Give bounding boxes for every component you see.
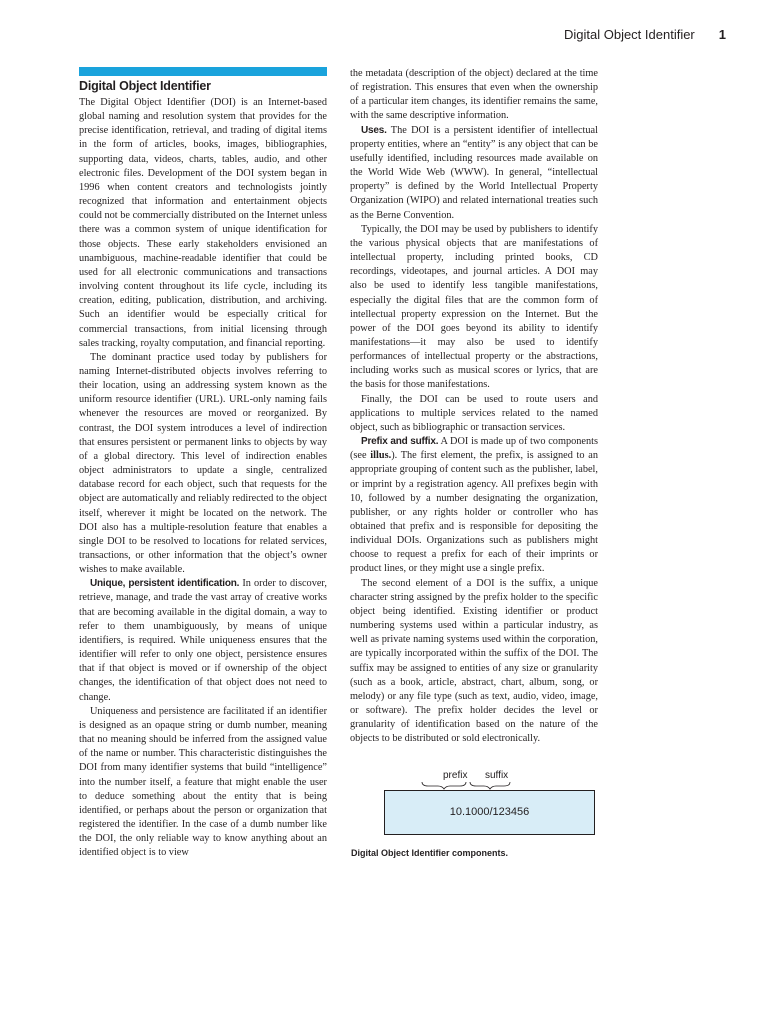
paragraph-metadata: the metadata (description of the object) declared at the time of registration. This ensures that even when the ownership of a particular item changes, its identifier remains the same, with the same descriptive information.	[350, 68, 598, 122]
subhead-uses: Uses.	[361, 124, 387, 136]
subhead-unique-persistent: Unique, persistent identification.	[90, 578, 240, 590]
page-number: 1	[718, 27, 726, 42]
right-column	[350, 67, 598, 867]
figure-caption: Digital Object Identifier components.	[351, 847, 509, 858]
article-title: Digital Object Identifier	[79, 79, 211, 93]
title-accent-bar	[79, 67, 327, 76]
paragraph-suffix: The second element of a DOI is the suffix, a unique character string assigned by the prefix holder to the specific object being identified. Existing identifier or product numbering systems used within a particular industry, as well as private naming systems used within the corporation, are typically incorporated within the suffix of the DOI. The suffix may be assigned to entities of any size or granularity (such as a book, article, abstract, chart, album, song, or melody) or any file type (such as text, audio, video, image, or software). The prefix holder decides the level or granularity of identification based on the nature of the objects to be distributed or sold electronically.	[350, 577, 598, 745]
paragraph-uses	[350, 124, 598, 223]
prefix-label: prefix	[443, 769, 468, 781]
paragraph-unique-persistent-text: In order to discover, retrieve, manage, and trade the vast array of creative works that are becoming available in the digital domain, a way to refer to them unambiguously, by means of unique identifiers, is required. While uniqueness ensures that the identifier will refer to only one object, persistence ensures that if that object is moved or if ownership of the object changes, the identification of that object does not need to change.	[79, 578, 328, 703]
suffix-brace	[470, 782, 510, 789]
running-head	[564, 27, 726, 42]
doi-components-figure	[350, 763, 598, 867]
left-column	[79, 67, 327, 860]
running-head-title: Digital Object Identifier	[563, 27, 695, 42]
paragraph-prefix-suffix-text-cont: ). The first element, the prefix, is assigned to an appropriate grouping of content such as the publisher, label, or imprint by a registration agency. All prefixes begin with 10, followed by a number designating the organization, publisher, or any rights holder or controller who has obtained that prefix and is responsible for depositing the individual DOIs. Organizations such as publishers might choose to request a prefix for each of their imprints or product lines, or they might use a single prefix.	[350, 450, 598, 575]
doi-example-box	[384, 790, 595, 835]
prefix-brace	[422, 782, 466, 789]
suffix-label: suffix	[485, 769, 509, 781]
paragraph-finally: Finally, the DOI can be used to route users and applications to multiple services related to the named object, such as bibliographic or transaction services.	[350, 393, 598, 433]
paragraph-unique-persistent	[79, 577, 327, 704]
paragraph-dominant-practice: The dominant practice used today by publishers for naming Internet-distributed objects involves referring to their location, using an addressing system known as the uniform resource identifier (URL). URL-only naming fails whenever the resources are moved or reorganized. By contrast, the DOI system introduces a level of indirection that ensures persistent or permanent links to objects by way of a global directory. This level of indirection enables object administrators to update a single, centralized database record for each object, such that requests for the object are automatically and reliably redirected to the object itself, wherever it might be located on the network. The DOI also has a multiple-resolution feature that enables a single DOI to be resolved to locations for related services, transactions, or other information that the object’s owner wishes to make available.	[79, 351, 327, 576]
illustration-reference[interactable]: illus.	[370, 450, 392, 462]
subhead-prefix-suffix: Prefix and suffix.	[361, 436, 439, 448]
paragraph-typically: Typically, the DOI may be used by publishers to identify the various physical objects that are manifestations of intellectual property, including printed books, CD recordings, videotapes, and journal articles. A DOI may also be used to identify less tangible manifestations, especially the digital files that are the common form of intellectual property expression on the Internet. But the power of the DOI goes beyond its ability to identify manifestations—it may also be used to identify performances of intellectual property or the abstractions, including works such as musical scores or lyrics, that are the basis for those manifestations.	[350, 223, 598, 391]
paragraph-prefix-suffix	[350, 435, 598, 577]
doi-example-value: 10.1000/123456	[449, 805, 530, 818]
paragraph-prefix-suffix-text: A DOI is made up of two components (see	[350, 436, 598, 462]
paragraph-intro: The Digital Object Identifier (DOI) is an Internet-based global naming and resolution system that provides for the precise identification, retrieval, and trading of digital items in the form of articles, books, images, bibliographies, supporting data, videos, charts, tables, audio, and other electronic files. Development of the DOI system began in 1996 when content creators and technologists jointly recognized that information and entertainment objects could not be commercially distributed on the Internet unless there was a common system of unique identification for those objects. These early stakeholders envisioned an unambiguous, machine-readable identifier that could be used for all electronic communications and transactions involving content throughout its life cycle, including its creation, editing, publication, distribution, and archiving. Such an identifier would be especially critical for commercial transactions, from initial licensing through sales tracking, royalty computation, and financial reporting.	[79, 97, 327, 349]
paragraph-opaque-string: Uniqueness and persistence are facilitated if an identifier is designed as an opaque string or dumb number, meaning that no meaning should be inferred from the assigned value of the name or number. This characteristic distinguishes the DOI from many identifier systems that build “intelligence” into the number itself, a feature that might enable the user to deduce something about the entity that is being identified, or perhaps about the person or organization that registered the identifier. In the case of a dumb number like the DOI, the only reliable way to know anything about an identified object is to view	[79, 705, 327, 859]
paragraph-uses-text: The DOI is a persistent identifier of intellectual property entities, where an “entity” is any object that can be usefully identified, including resources made available on the World Wide Web (WWW). In general, “intellectual property” is defined by the World Intellectual Property Organization (WIPO) and related international treaties such as the Berne Convention.	[350, 124, 598, 221]
